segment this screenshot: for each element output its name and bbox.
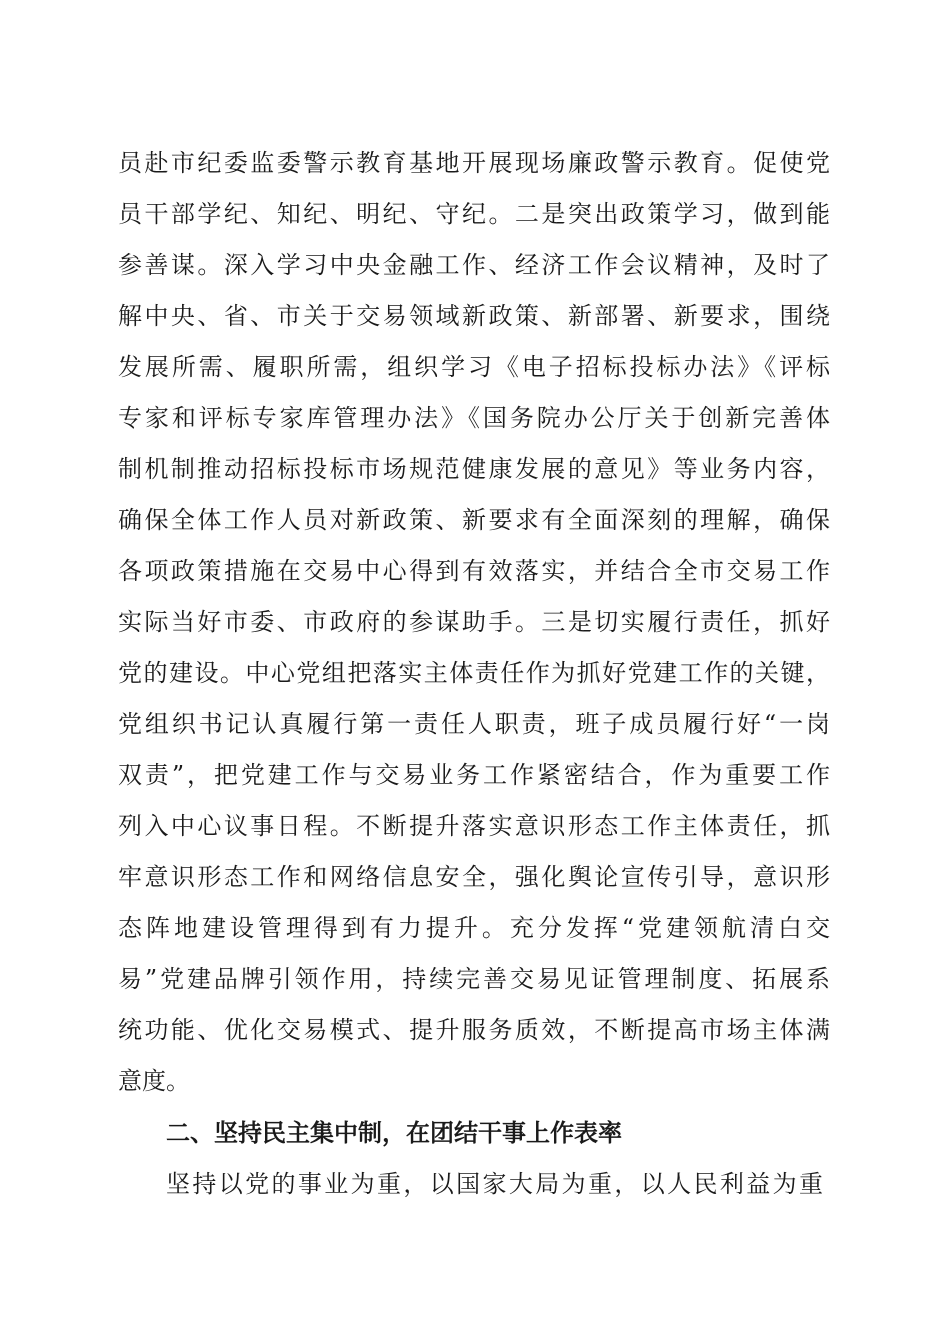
body-text-line: 发展所需、履职所需，组织学习《电子招标投标办法》《评标 (118, 353, 830, 381)
body-text-line: 党的建设。中心党组把落实主体责任作为抓好党建工作的关键， (118, 659, 830, 687)
body-text-line: 易”党建品牌引领作用，持续完善交易见证管理制度、拓展系 (118, 965, 830, 993)
body-text-line: 专家和评标专家库管理办法》《国务院办公厅关于创新完善体 (118, 404, 830, 432)
body-text-line: 列入中心议事日程。不断提升落实意识形态工作主体责任，抓 (118, 812, 830, 840)
section-heading: 二、坚持民主集中制，在团结干事上作表率 (166, 1119, 622, 1147)
body-text-line: 员赴市纪委监委警示教育基地开展现场廉政警示教育。促使党 (118, 149, 830, 177)
body-text-line: 坚持以党的事业为重，以国家大局为重，以人民利益为重 (166, 1170, 823, 1198)
body-text-line: 党组织书记认真履行第一责任人职责，班子成员履行好“一岗 (118, 710, 830, 738)
body-text-line: 意度。 (118, 1067, 190, 1095)
body-text-line: 统功能、优化交易模式、提升服务质效，不断提高市场主体满 (118, 1016, 830, 1044)
body-text-line: 双责”，把党建工作与交易业务工作紧密结合，作为重要工作 (118, 761, 830, 789)
body-text-line: 制机制推动招标投标市场规范健康发展的意见》等业务内容， (118, 455, 830, 483)
body-text-line: 员干部学纪、知纪、明纪、守纪。二是突出政策学习，做到能 (118, 200, 830, 228)
body-text-line: 确保全体工作人员对新政策、新要求有全面深刻的理解，确保 (118, 506, 830, 534)
body-text-line: 态阵地建设管理得到有力提升。充分发挥“党建领航清白交 (118, 914, 830, 942)
body-text-line: 牢意识形态工作和网络信息安全，强化舆论宣传引导，意识形 (118, 863, 830, 891)
body-text-line: 参善谋。深入学习中央金融工作、经济工作会议精神，及时了 (118, 251, 830, 279)
body-text-line: 各项政策措施在交易中心得到有效落实，并结合全市交易工作 (118, 557, 830, 585)
body-text-line: 实际当好市委、市政府的参谋助手。三是切实履行责任，抓好 (118, 608, 830, 636)
body-text-line: 解中央、省、市关于交易领域新政策、新部署、新要求，围绕 (118, 302, 830, 330)
